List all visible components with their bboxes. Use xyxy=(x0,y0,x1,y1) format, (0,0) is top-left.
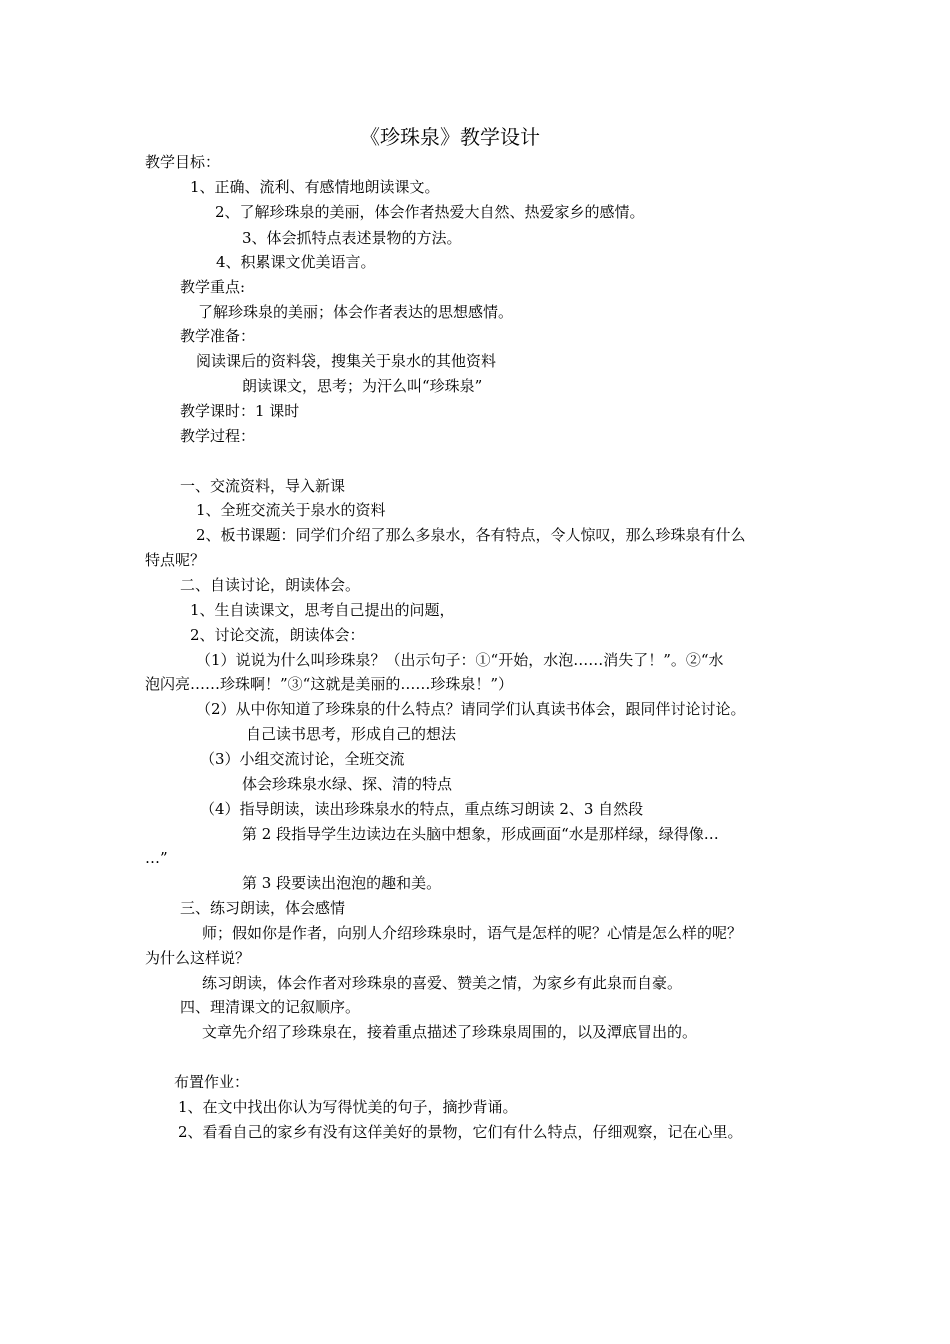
class-hours: 教学课时：1 课时 xyxy=(180,402,300,420)
process-item-continued: 特点呢？ xyxy=(145,551,206,569)
process-sub-note: 自己读书思考，形成自己的想法 xyxy=(246,725,457,743)
process-step-heading: 一、交流资料，导入新课 xyxy=(180,477,346,495)
objective-item: 4、积累课文优美语言。 xyxy=(216,253,376,271)
section-heading-process: 教学过程： xyxy=(180,427,256,445)
process-step-heading: 二、自读讨论，朗读体会。 xyxy=(180,576,361,594)
homework-item: 2、看看自己的家乡有没有这佯美好的景物，它们有什么特点，仔细观察，记在心里。 xyxy=(178,1123,743,1141)
key-points-text: 了解珍珠泉的美丽；体会作者表达的思想感情。 xyxy=(198,303,514,321)
process-item: 练习朗读，体会作者对珍珠泉的喜爱、赞美之情，为家乡有此泉而自豪。 xyxy=(202,974,683,992)
process-sub-item-continued: 泡闪亮……珍珠啊！”③“这就是美丽的……珍珠泉！”） xyxy=(145,675,514,693)
process-sub-note: 体会珍珠泉水绿、探、清的特点 xyxy=(242,775,453,793)
section-heading-key-points: 教学重点: xyxy=(180,278,246,296)
process-sub-item: （3）小组交流讨论，全班交流 xyxy=(200,750,405,768)
process-step-heading: 三、练习朗读，体会感情 xyxy=(180,899,346,917)
objective-item: 2、了解珍珠泉的美丽，体会作者热爱大自然、热爱家乡的感情。 xyxy=(215,203,645,221)
document-title: 《珍珠泉》教学设计 xyxy=(360,125,540,149)
process-item: 文章先介绍了珍珠泉在，接着重点描述了珍珠泉周围的，以及潭底冒出的。 xyxy=(202,1023,698,1041)
preparation-item: 朗读课文，思考；为汗么叫“珍珠泉” xyxy=(242,377,483,395)
section-heading-objectives: 教学目标： xyxy=(145,153,221,171)
section-heading-homework: 布置作业： xyxy=(174,1073,250,1091)
section-heading-preparation: 教学准备： xyxy=(180,327,256,345)
objective-item: 3、体会抓特点表述景物的方法。 xyxy=(242,229,462,247)
process-item: 2、讨论交流，朗读体会： xyxy=(190,626,365,644)
process-item: 1、生自读课文，思考自己提出的问题， xyxy=(190,601,455,619)
process-sub-item: （4）指导朗读，读出珍珠泉水的特点，重点练习朗读 2、3 自然段 xyxy=(200,800,644,818)
process-sub-item: （2）从中你知道了珍珠泉的什么特点？请同学们认真读书体会，跟同伴讨论讨论。 xyxy=(196,700,746,718)
homework-item: 1、在文中找出你认为写得忧美的句子，摘抄背诵。 xyxy=(178,1098,518,1116)
process-sub-item: （1）说说为什么叫珍珠泉？（出示句子：①“开始，水泡……消失了！”。②“水 xyxy=(196,651,724,669)
process-item: 1、全班交流关于泉水的资料 xyxy=(196,501,386,519)
process-sub-note: 第 2 段指导学生边读边在头脑中想象，形成画面“水是那样绿，绿得像… xyxy=(242,825,719,843)
process-item: 2、板书课题：同学们介绍了那么多泉水，各有特点，令人惊叹，那么珍珠泉有什么 xyxy=(196,526,746,544)
process-item: 师；假如你是作者，向别人介绍珍珠泉时，语气是怎样的呢？心情是怎么样的呢？ xyxy=(202,924,743,942)
process-step-heading: 四、理清课文的记叙顺序。 xyxy=(180,998,361,1016)
process-sub-note-continued: …” xyxy=(145,849,168,867)
preparation-item: 阅读课后的资料袋，搜集关于泉水的其他资料 xyxy=(196,352,497,370)
objective-item: 1、正确、流利、有感情地朗读课文。 xyxy=(190,178,440,196)
process-item-continued: 为什么这样说？ xyxy=(145,949,251,967)
process-sub-note: 第 3 段要读出泡泡的趣和美。 xyxy=(242,874,442,892)
